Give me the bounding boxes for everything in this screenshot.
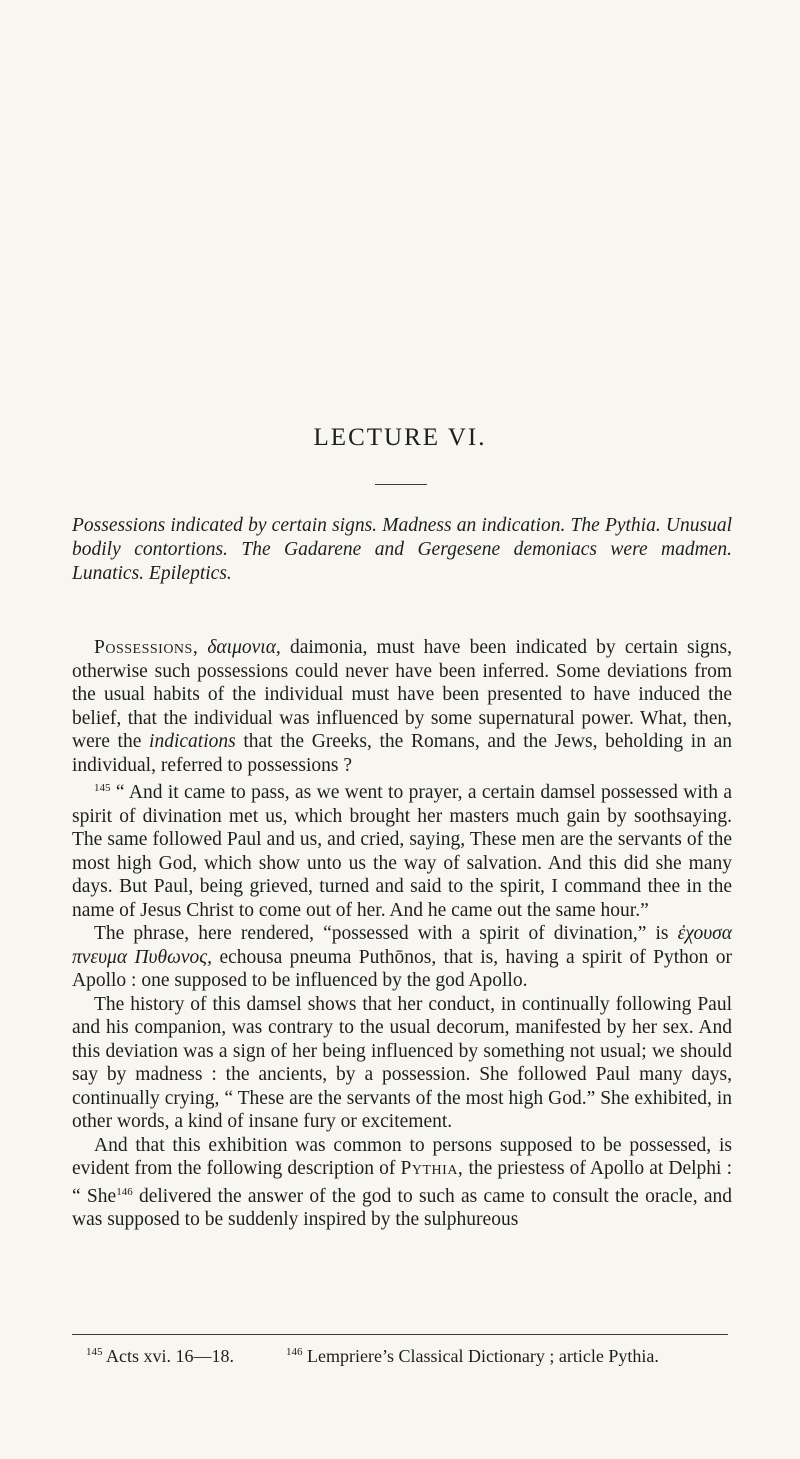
lead-word: Possessions, [94, 637, 199, 658]
lecture-heading: LECTURE VI. [313, 424, 487, 451]
body-text [72, 636, 732, 1232]
paragraph-text: And that this exhibition was common to persons supposed to be possessed, is evident from the following description of [72, 1134, 732, 1179]
paragraph-1 [72, 636, 732, 777]
paragraph-text: that the Greeks, the Romans, and the Jews, beholding in an individual, referred to possessions ? [72, 731, 733, 776]
paragraph-4 [72, 993, 732, 1134]
chapter-argument: Possessions indicated by certain signs. Madness an indication. The Pythia. Unusual bodily contortions. The Gadarene and Gergesene demoniacs were madmen. Lunatics. Epileptics. [72, 515, 732, 584]
proper-name: Pythia, [400, 1158, 464, 1179]
paragraph-text: delivered the answer of the god to such as came to consult the oracle, and was supposed to be suddenly inspired by the sulphureous [72, 1185, 733, 1230]
footnote-ref: 146 [116, 1185, 133, 1198]
greek-word: δαιμονια, [207, 637, 281, 658]
paragraph-3 [72, 922, 732, 993]
paragraph-text: “ And it came to pass, as we went to prayer, a certain damsel possessed with a spirit of divination met us, which brought her masters much gain by soothsaying. The same followed Paul and us, and cried, saying, These men are the servants of the most high God, which show unto us the way of salvation. And this did she many days. But Paul, being grieved, turned and said to the spirit, I command thee in the name of Jesus Christ to come out of her. And he came out the same hour.” [72, 782, 732, 921]
footnote-number: 146 [286, 1346, 303, 1358]
paragraph-text: echousa pneuma Puthōnos, that is, having a spirit of Python or Apollo : one supposed to be influenced by the god Apollo. [72, 946, 732, 991]
footnote-text: Acts xvi. 16—18. [106, 1346, 235, 1366]
paragraph-2 [72, 777, 732, 922]
paragraph-text: The history of this damsel shows that her conduct, in continually following Paul and his companion, was contrary to the usual decorum, manifested by her sex. And this deviation was a sign of her being influenced by something not usual; we should say by madness : the ancients, by a possession. She followed Paul many days, continually crying, “ These are the servants of the most high God.” She exhibited, in other words, a kind of insane fury or excitement. [72, 993, 732, 1132]
emphasis-word: indications [149, 731, 236, 752]
footnote-rule [72, 1334, 728, 1335]
paragraph-5 [72, 1134, 732, 1232]
footnote-ref: 145 [94, 782, 111, 794]
paragraph-text: the priestess of Apollo at Delphi : “ She [72, 1158, 733, 1207]
greek-phrase: ἐχουσα πνευμα Πυθωνος, [72, 923, 732, 968]
footnote-number: 145 [86, 1346, 103, 1358]
footnote-146 [286, 1346, 659, 1367]
paragraph-text: The phrase, here rendered, “possessed with a spirit of divination,” is [94, 923, 669, 944]
heading-rule [375, 484, 427, 485]
footnote-text: Lempriere’s Classical Dictionary ; article Pythia. [307, 1346, 659, 1366]
footnote-145 [86, 1346, 234, 1367]
paragraph-text: daimonia, must have been indicated by certain signs, otherwise such possessions could never have been inferred. Some deviations from the usual habits of the individual must have been presented to have induced the belief, that the individual was influenced by some supernatural power. What, then, were the [72, 637, 733, 752]
